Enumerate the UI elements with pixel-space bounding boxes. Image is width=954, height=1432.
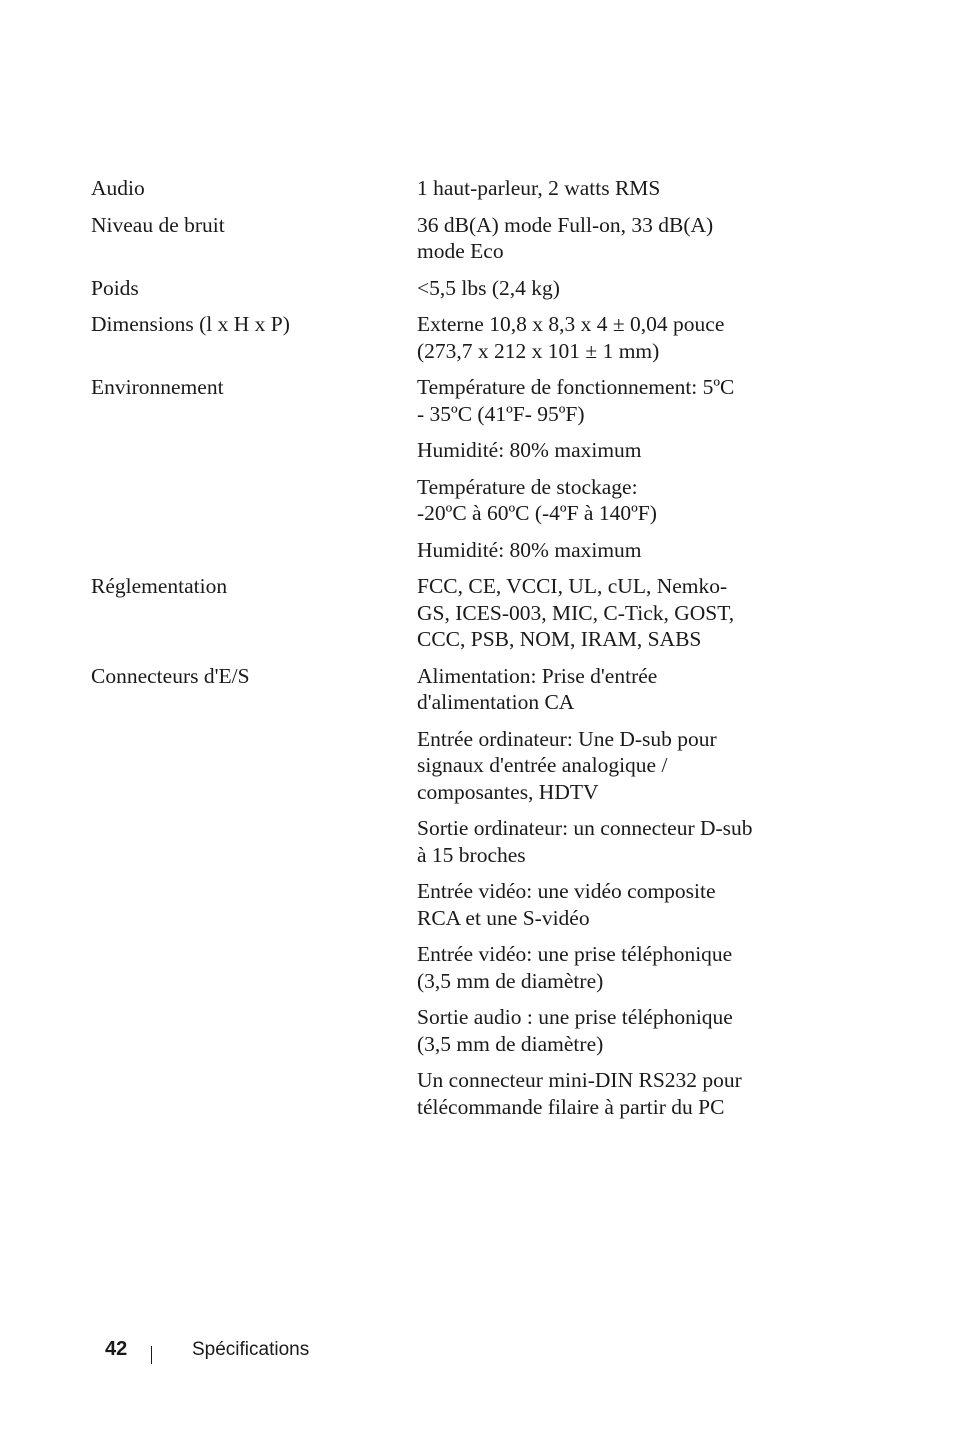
spec-value: Externe 10,8 x 8,3 x 4 ± 0,04 pouce (273,7 x 212 x 101 ± 1 mm) [417,312,725,363]
spec-value: 36 dB(A) mode Full-on, 33 dB(A) mode Eco [417,212,714,263]
spec-value: FCC, CE, VCCI, UL, cUL, Nemko- GS, ICES-003, MIC, C-Tick, GOST, CCC, PSB, NOM, IRAM, SABS [417,574,735,651]
spec-value: Entrée vidéo: une prise téléphonique (3,5 mm de diamètre) [417,942,733,993]
spec-row-weight [91,275,791,312]
spec-values [417,175,777,212]
spec-values [417,311,777,374]
page-footer [0,1338,954,1368]
spec-value: Température de stockage: -20ºC à 60ºC (-4ºF à 140ºF) [417,474,657,525]
spec-value: Alimentation: Prise d'entrée d'alimentation CA [417,663,658,714]
spec-label: Audio [91,176,145,200]
spec-label: Environnement [91,375,224,399]
spec-value: Entrée vidéo: une vidéo composite RCA et une S-vidéo [417,879,716,930]
spec-values [417,275,777,312]
spec-label: Dimensions (l x H x P) [91,312,290,336]
spec-label: Poids [91,275,139,300]
spec-values [417,212,777,275]
footer-divider [151,1346,152,1364]
spec-value: 1 haut-parleur, 2 watts RMS [417,176,661,200]
spec-row-noise [91,212,791,275]
specifications-table [91,175,791,1130]
spec-value: Sortie audio : une prise téléphonique (3,5 mm de diamètre) [417,1005,733,1056]
spec-value: <5,5 lbs (2,4 kg) [417,275,560,300]
spec-row-dimensions [91,311,791,374]
spec-row-regulation [91,573,791,663]
spec-values [417,663,777,1131]
spec-value: Température de fonctionnement: 5ºC - 35ºC (41ºF- 95ºF) [417,375,735,426]
spec-value: Entrée ordinateur: Une D-sub pour signaux d'entrée analogique / composantes, HDTV [417,726,717,804]
spec-row-io-connectors [91,663,791,1131]
spec-values [417,573,777,663]
spec-label: Réglementation [91,574,228,598]
spec-label: Niveau de bruit [91,212,225,237]
spec-value: Humidité: 80% maximum [417,438,642,462]
spec-value: Un connecteur mini-DIN RS232 pour télécommande filaire à partir du PC [417,1068,742,1119]
spec-values [417,374,777,573]
spec-value: Sortie ordinateur: un connecteur D-sub à 15 broches [417,816,753,867]
spec-row-environment [91,374,791,573]
spec-label: Connecteurs d'E/S [91,663,250,688]
spec-row-audio [91,175,791,212]
page-number: 42 [105,1338,128,1360]
section-title: Spécifications [192,1339,310,1360]
spec-value: Humidité: 80% maximum [417,537,642,562]
